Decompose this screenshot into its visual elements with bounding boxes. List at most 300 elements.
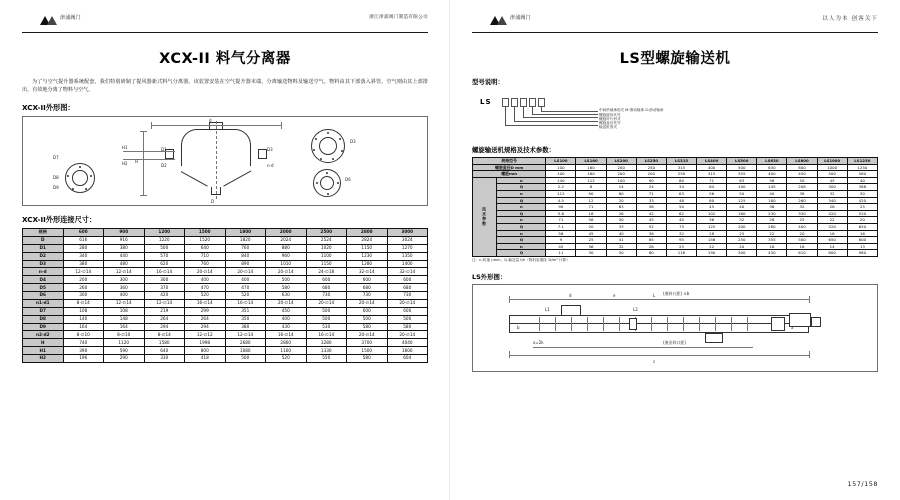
ls-table-cell: 7.1 <box>546 223 576 230</box>
ls-col-head-1: LS100 <box>546 158 576 165</box>
ls-table-row <box>473 197 878 204</box>
ls-table-cell: 230 <box>757 210 787 217</box>
table-cell: 12-∅14 <box>104 268 145 276</box>
ls-col-head-8: LS630 <box>757 158 787 165</box>
ls-table-cell: 140 <box>546 177 576 184</box>
ls-table-cell: 50 <box>787 177 817 184</box>
logo-mark-icon-right <box>490 10 507 25</box>
ls-table-cell: 50 <box>727 190 757 197</box>
ls-table-cell: 33 <box>636 197 666 204</box>
model-legend-2: 螺旋叶片形式 <box>599 117 621 121</box>
ls-table-cell: 65 <box>636 237 666 244</box>
row-header: H <box>23 339 64 347</box>
ls-table-cell: 300 <box>727 250 757 257</box>
table-cell: 550 <box>306 355 347 363</box>
ls-table-cell: 260 <box>787 197 817 204</box>
table-row <box>23 260 428 268</box>
table-row <box>23 339 428 347</box>
ls-table-cell: 100 <box>727 184 757 191</box>
ls-table-cell: 90 <box>636 177 666 184</box>
table-cell: 960 <box>266 252 307 260</box>
ls-param-label: n <box>497 243 546 250</box>
table-header-row <box>23 229 428 237</box>
ls-table-cell: 28 <box>817 204 847 211</box>
ls-table-cell: 2.2 <box>546 184 576 191</box>
ls-table-cell: 400 <box>757 171 787 178</box>
ls-table-note: 注：n-转速 r/min；Q-输送量 t/h（物料容重按 1t/m³ 计算） <box>472 258 570 263</box>
ls-table-cell: 180 <box>757 197 787 204</box>
table-cell: 1150 <box>306 260 347 268</box>
ls-table-cell: 48 <box>666 197 696 204</box>
table-cell: 430 <box>266 323 307 331</box>
ls-drawing-section-title: LS外形图： <box>472 273 507 282</box>
ls-table-cell: 40 <box>606 230 636 237</box>
ls-table-cell: 280 <box>757 223 787 230</box>
ls-table-cell: 24 <box>636 184 666 191</box>
ls-table-cell: 50 <box>666 204 696 211</box>
col-head-4: 1500 <box>185 229 226 237</box>
ls-table-cell: 32 <box>787 204 817 211</box>
model-prefix: LS <box>480 98 492 106</box>
table-section-title: XCX-II外形连接尺寸： <box>22 215 97 224</box>
table-cell: 380 <box>104 244 145 252</box>
row-header: D3 <box>23 260 64 268</box>
table-cell: 600 <box>387 276 428 284</box>
table-cell: 3700 <box>347 339 388 347</box>
ls-table-cell: 9 <box>546 237 576 244</box>
ls-table-cell: 520 <box>847 210 877 217</box>
ls-table-cell: 190 <box>697 250 727 257</box>
page-number: 157/158 <box>847 480 878 488</box>
model-code-diagram <box>472 90 878 136</box>
table-cell: 12-∅14 <box>144 299 185 307</box>
ls-param-label: Q <box>497 197 546 204</box>
row-header: n-d <box>23 268 64 276</box>
table-cell: 8-∅10 <box>63 331 104 339</box>
ls-table-cell: 45 <box>546 243 576 250</box>
table-cell: 1580 <box>144 339 185 347</box>
ls-table-cell: 33 <box>606 223 636 230</box>
ls-table-row <box>473 230 878 237</box>
ls-table-cell: 125 <box>697 223 727 230</box>
table-cell: 16-∅14 <box>185 299 226 307</box>
ls-table-cell: 40 <box>727 204 757 211</box>
table-row <box>23 315 428 323</box>
ls-table-cell: 64 <box>697 184 727 191</box>
table-cell: 2860 <box>266 339 307 347</box>
table-cell: 450 <box>266 307 307 315</box>
ls-table-cell: 90 <box>546 204 576 211</box>
ls-table-cell: 800 <box>847 237 877 244</box>
ls-col-head-6: LS400 <box>697 158 727 165</box>
ls-col-head-9: LS800 <box>787 158 817 165</box>
ls-table-cell: 800 <box>817 250 847 257</box>
page-title: XCX-II 料气分离器 <box>159 51 291 67</box>
table-cell: 351 <box>225 307 266 315</box>
model-section-title: 型号说明： <box>472 78 504 86</box>
ls-table-cell: 22 <box>697 243 727 250</box>
table-row <box>23 323 428 331</box>
ls-table-cell: 45 <box>636 217 666 224</box>
table-cell: 1230 <box>347 252 388 260</box>
row-header: D6 <box>23 292 64 300</box>
ls-table-row <box>473 243 878 250</box>
ls-table-cell: 28 <box>697 230 727 237</box>
table-cell: 3024 <box>387 236 428 244</box>
ls-table-cell: 500 <box>817 171 847 178</box>
ls-table-cell: 610 <box>787 250 817 257</box>
ls-table-cell: 18 <box>757 243 787 250</box>
table-cell: 1100 <box>306 252 347 260</box>
table-cell: 1500 <box>347 347 388 355</box>
table-cell: 418 <box>185 355 226 363</box>
row-header: D <box>23 236 64 244</box>
table-row <box>23 307 428 315</box>
ls-table-cell: 56 <box>546 230 576 237</box>
row-header: H1 <box>23 347 64 355</box>
table-cell: 730 <box>387 292 428 300</box>
row-header: D4 <box>23 276 64 284</box>
ls-table-row <box>473 177 878 184</box>
ls-table-cell: 520 <box>817 223 847 230</box>
table-cell: 600 <box>306 276 347 284</box>
ls-table-cell: 20 <box>606 197 636 204</box>
table-cell: 390 <box>63 347 104 355</box>
table-cell: 330 <box>144 355 185 363</box>
ls-table-cell: 71 <box>546 217 576 224</box>
table-cell: 1400 <box>387 260 428 268</box>
table-cell: 1600 <box>387 347 428 355</box>
ls-table-cell: 1000 <box>817 164 847 171</box>
table-cell: 16-∅14 <box>225 299 266 307</box>
table-cell: 740 <box>63 339 104 347</box>
outlet-chute <box>705 333 723 343</box>
table-cell: 12-∅12 <box>185 331 226 339</box>
ls-table-cell: 4.5 <box>546 197 576 204</box>
ls-table-cell: 56 <box>636 204 666 211</box>
ls-table-cell: 112 <box>546 190 576 197</box>
ls-table-cell: 14 <box>817 243 847 250</box>
ls-table-cell: 32 <box>817 190 847 197</box>
table-cell: 299 <box>185 307 226 315</box>
ls-table-cell: 20 <box>787 230 817 237</box>
table-cell: 520 <box>225 292 266 300</box>
table-cell: 280 <box>63 244 104 252</box>
ls-table-cell: 160 <box>576 164 606 171</box>
ls-table-cell: 80 <box>606 190 636 197</box>
ls-table-cell: 100 <box>606 177 636 184</box>
ls-table-cell: 200 <box>606 171 636 178</box>
table-cell: 620 <box>144 260 185 268</box>
table-cell: 616 <box>63 236 104 244</box>
table-cell: 500 <box>225 355 266 363</box>
ls-table-cell: 36 <box>697 217 727 224</box>
ls-table-cell: 63 <box>606 204 636 211</box>
ls-table-row <box>473 250 878 257</box>
table-cell: 164 <box>104 323 145 331</box>
ls-param-label: Q <box>497 210 546 217</box>
table-cell: 140 <box>63 315 104 323</box>
ls-table-cell: 315 <box>697 171 727 178</box>
table-row <box>23 268 428 276</box>
table-cell: 164 <box>63 323 104 331</box>
table-cell: 340 <box>63 252 104 260</box>
ls-param-label: n <box>497 177 546 184</box>
table-cell: 640 <box>185 244 226 252</box>
table-cell: 760 <box>225 244 266 252</box>
table-cell: 420 <box>144 292 185 300</box>
table-cell: 440 <box>104 252 145 260</box>
table-cell: 520 <box>185 292 226 300</box>
conveyor-figure <box>509 315 809 337</box>
table-row <box>23 331 428 339</box>
table-cell: 400 <box>104 292 145 300</box>
flange-view-b <box>313 169 341 197</box>
col-head-2: 900 <box>104 229 145 237</box>
ls-table-cell: 45 <box>576 230 606 237</box>
ls-table-cell: 300 <box>817 184 847 191</box>
col-head-1: 600 <box>63 229 104 237</box>
table-cell: 12-∅14 <box>104 299 145 307</box>
ls-table-row <box>473 237 878 244</box>
model-legend-3: 螺旋直径代号 <box>599 121 621 125</box>
table-cell: 360 <box>104 284 145 292</box>
ls-table-row <box>473 184 878 191</box>
table-row <box>23 284 428 292</box>
ls-table-row <box>473 164 878 171</box>
ls-table-cell: 36 <box>576 243 606 250</box>
col-head-8: 2800 <box>347 229 388 237</box>
ls-table-cell: 40 <box>666 217 696 224</box>
col-head-5: 1800 <box>225 229 266 237</box>
ls-col-head-10: LS1000 <box>817 158 847 165</box>
ls-table-cell: 42 <box>636 210 666 217</box>
table-cell: 380 <box>63 260 104 268</box>
row-header: D8 <box>23 315 64 323</box>
ls-table-cell: 25 <box>576 237 606 244</box>
table-cell: 264 <box>185 315 226 323</box>
model-legend-4: 输送机形式 <box>599 125 617 129</box>
ls-table-cell: 112 <box>576 177 606 184</box>
table-cell: 570 <box>144 252 185 260</box>
ls-table-cell: 52 <box>636 223 666 230</box>
ls-param-label: Q <box>497 250 546 257</box>
ls-table-cell: 16 <box>576 210 606 217</box>
ls-table-cell: 32 <box>727 217 757 224</box>
row-header: D9 <box>23 323 64 331</box>
table-cell: 294 <box>144 323 185 331</box>
ls-table-cell: 340 <box>817 197 847 204</box>
table-cell: 380 <box>225 323 266 331</box>
table-cell: 16-∅14 <box>306 331 347 339</box>
ls-table-cell: 315 <box>666 164 696 171</box>
table-cell: 680 <box>306 284 347 292</box>
table-cell: 1520 <box>185 236 226 244</box>
table-row <box>23 347 428 355</box>
table-cell: 580 <box>347 355 388 363</box>
ls-table-cell: 118 <box>666 250 696 257</box>
ls-table-cell: 71 <box>636 190 666 197</box>
table-cell: 8-∅10 <box>104 331 145 339</box>
col-head-7: 2500 <box>306 229 347 237</box>
ls-table-cell: 200 <box>606 164 636 171</box>
ls-param-label: n <box>497 217 546 224</box>
ls-col-head-5: LS315 <box>666 158 696 165</box>
table-cell: 148 <box>104 315 145 323</box>
ls-table-cell: 32 <box>666 230 696 237</box>
model-code-cell-2 <box>511 98 518 107</box>
row-header: n1-d1 <box>23 299 64 307</box>
table-cell: 604 <box>387 355 428 363</box>
table-cell: 470 <box>185 284 226 292</box>
header-company-name: 浙江津浦阀门制造有限公司 <box>369 15 428 20</box>
ls-table-cell: 26 <box>606 210 636 217</box>
table-cell: 108 <box>63 307 104 315</box>
table-cell: 32-∅14 <box>387 268 428 276</box>
logo-mark-icon <box>40 10 57 25</box>
ls-table-cell: 250 <box>636 164 666 171</box>
table-cell: 480 <box>104 260 145 268</box>
table-cell: 840 <box>225 252 266 260</box>
table-cell: 3280 <box>306 339 347 347</box>
right-page <box>450 0 900 500</box>
ls-table-cell: 430 <box>757 250 787 257</box>
table-cell: 300 <box>104 276 145 284</box>
ls-table-cell: 34 <box>666 184 696 191</box>
ls-table-cell: 650 <box>817 237 847 244</box>
ls-param-label: Q <box>497 223 546 230</box>
table-cell: 200 <box>63 276 104 284</box>
col-head-9: 3000 <box>387 229 428 237</box>
ls-table-cell: 40 <box>757 190 787 197</box>
ls-table-cell: 250 <box>666 171 696 178</box>
flange-view-c <box>65 163 95 193</box>
spec-section-title: 螺旋输送机规格及技术参数： <box>472 146 556 154</box>
table-row <box>23 236 428 244</box>
ls-table-cell: 20 <box>727 243 757 250</box>
ls-table-cell: 25 <box>666 243 696 250</box>
left-page-header <box>22 10 428 33</box>
table-cell: 1010 <box>266 260 307 268</box>
table-cell: 1220 <box>144 236 185 244</box>
table-cell: 8-∅14 <box>63 299 104 307</box>
table-cell: 470 <box>225 284 266 292</box>
table-cell: 108 <box>104 307 145 315</box>
ls-table-cell: 36 <box>636 230 666 237</box>
ls-table-row <box>473 204 878 211</box>
ls-table-cell: 400 <box>787 223 817 230</box>
table-cell: 1020 <box>306 244 347 252</box>
table-row <box>23 244 428 252</box>
table-cell: 8-∅14 <box>144 331 185 339</box>
drawing-section-title: XCX-II外形图： <box>22 103 75 112</box>
ls-table-cell: 630 <box>757 164 787 171</box>
table-cell: 1330 <box>306 347 347 355</box>
company-logo-right <box>490 10 531 25</box>
ls-table-cell: 22 <box>757 230 787 237</box>
ls-table-cell: 400 <box>697 164 727 171</box>
ls-table-cell: 62 <box>666 210 696 217</box>
ls-table-row <box>473 210 878 217</box>
table-cell: 400 <box>225 276 266 284</box>
ls-header-row <box>473 158 878 165</box>
ls-table-cell: 102 <box>697 210 727 217</box>
table-cell: 20-∅14 <box>266 299 307 307</box>
ls-table-cell: 330 <box>787 210 817 217</box>
table-cell: 264 <box>144 315 185 323</box>
ls-table-cell: 12 <box>576 197 606 204</box>
table-cell: 710 <box>185 252 226 260</box>
table-cell: 260 <box>63 284 104 292</box>
ls-table-cell: 56 <box>697 190 727 197</box>
ls-table-cell: 200 <box>636 171 666 178</box>
ls-table-cell: 100 <box>546 164 576 171</box>
ls-table-cell: 32 <box>606 243 636 250</box>
table-cell: 580 <box>387 323 428 331</box>
table-cell: 880 <box>266 244 307 252</box>
ls-table-cell: 160 <box>727 210 757 217</box>
ls-table-cell: 650 <box>847 223 877 230</box>
ls-table-cell: 208 <box>787 184 817 191</box>
table-cell: 1120 <box>104 339 145 347</box>
table-cell: 730 <box>347 292 388 300</box>
table-cell: 294 <box>185 323 226 331</box>
ls-table-cell: 56 <box>757 177 787 184</box>
table-cell: 1150 <box>347 244 388 252</box>
ls-table-cell: 500 <box>727 164 757 171</box>
ls-row-header: 螺旋直径D mm <box>473 164 546 171</box>
table-cell: 24-∅18 <box>306 268 347 276</box>
table-cell: 20-∅14 <box>185 268 226 276</box>
ls-table-cell: 420 <box>847 197 877 204</box>
table-cell: 680 <box>347 284 388 292</box>
ls-table-cell: 500 <box>787 237 817 244</box>
row-header: D7 <box>23 307 64 315</box>
ls-table-cell: 30 <box>576 250 606 257</box>
table-cell: 1998 <box>185 339 226 347</box>
ls-table-cell: 420 <box>817 210 847 217</box>
table-cell: 2680 <box>225 339 266 347</box>
table-cell: 400 <box>185 276 226 284</box>
table-cell: 916 <box>104 236 145 244</box>
ls-col-head-3: LS200 <box>606 158 636 165</box>
table-row <box>23 276 428 284</box>
table-cell: 500 <box>387 315 428 323</box>
ls-table-cell: 95 <box>666 237 696 244</box>
table-cell: 300 <box>144 276 185 284</box>
xcx-dimension-table <box>22 228 428 363</box>
ls-table-cell: 18 <box>817 230 847 237</box>
ls-col-head-7: LS500 <box>727 158 757 165</box>
ls-table-cell: 8 <box>576 184 606 191</box>
ls-table-row <box>473 190 878 197</box>
ls-table-cell: 25 <box>727 230 757 237</box>
ls-table-cell: 36 <box>757 204 787 211</box>
table-cell: 500 <box>306 307 347 315</box>
ls-table-cell: 800 <box>787 164 817 171</box>
ls-table-cell: 28 <box>636 243 666 250</box>
ls-table-cell: 80 <box>666 177 696 184</box>
table-cell: 600 <box>347 276 388 284</box>
ls-table-cell: 1250 <box>847 164 877 171</box>
table-cell: 890 <box>225 260 266 268</box>
ls-table-cell: 75 <box>666 223 696 230</box>
table-cell: 16-∅14 <box>266 331 307 339</box>
table-cell: 370 <box>144 284 185 292</box>
ls-table-cell: 63 <box>727 177 757 184</box>
ls-table-cell: 160 <box>576 171 606 178</box>
ls-param-label: Q <box>497 237 546 244</box>
